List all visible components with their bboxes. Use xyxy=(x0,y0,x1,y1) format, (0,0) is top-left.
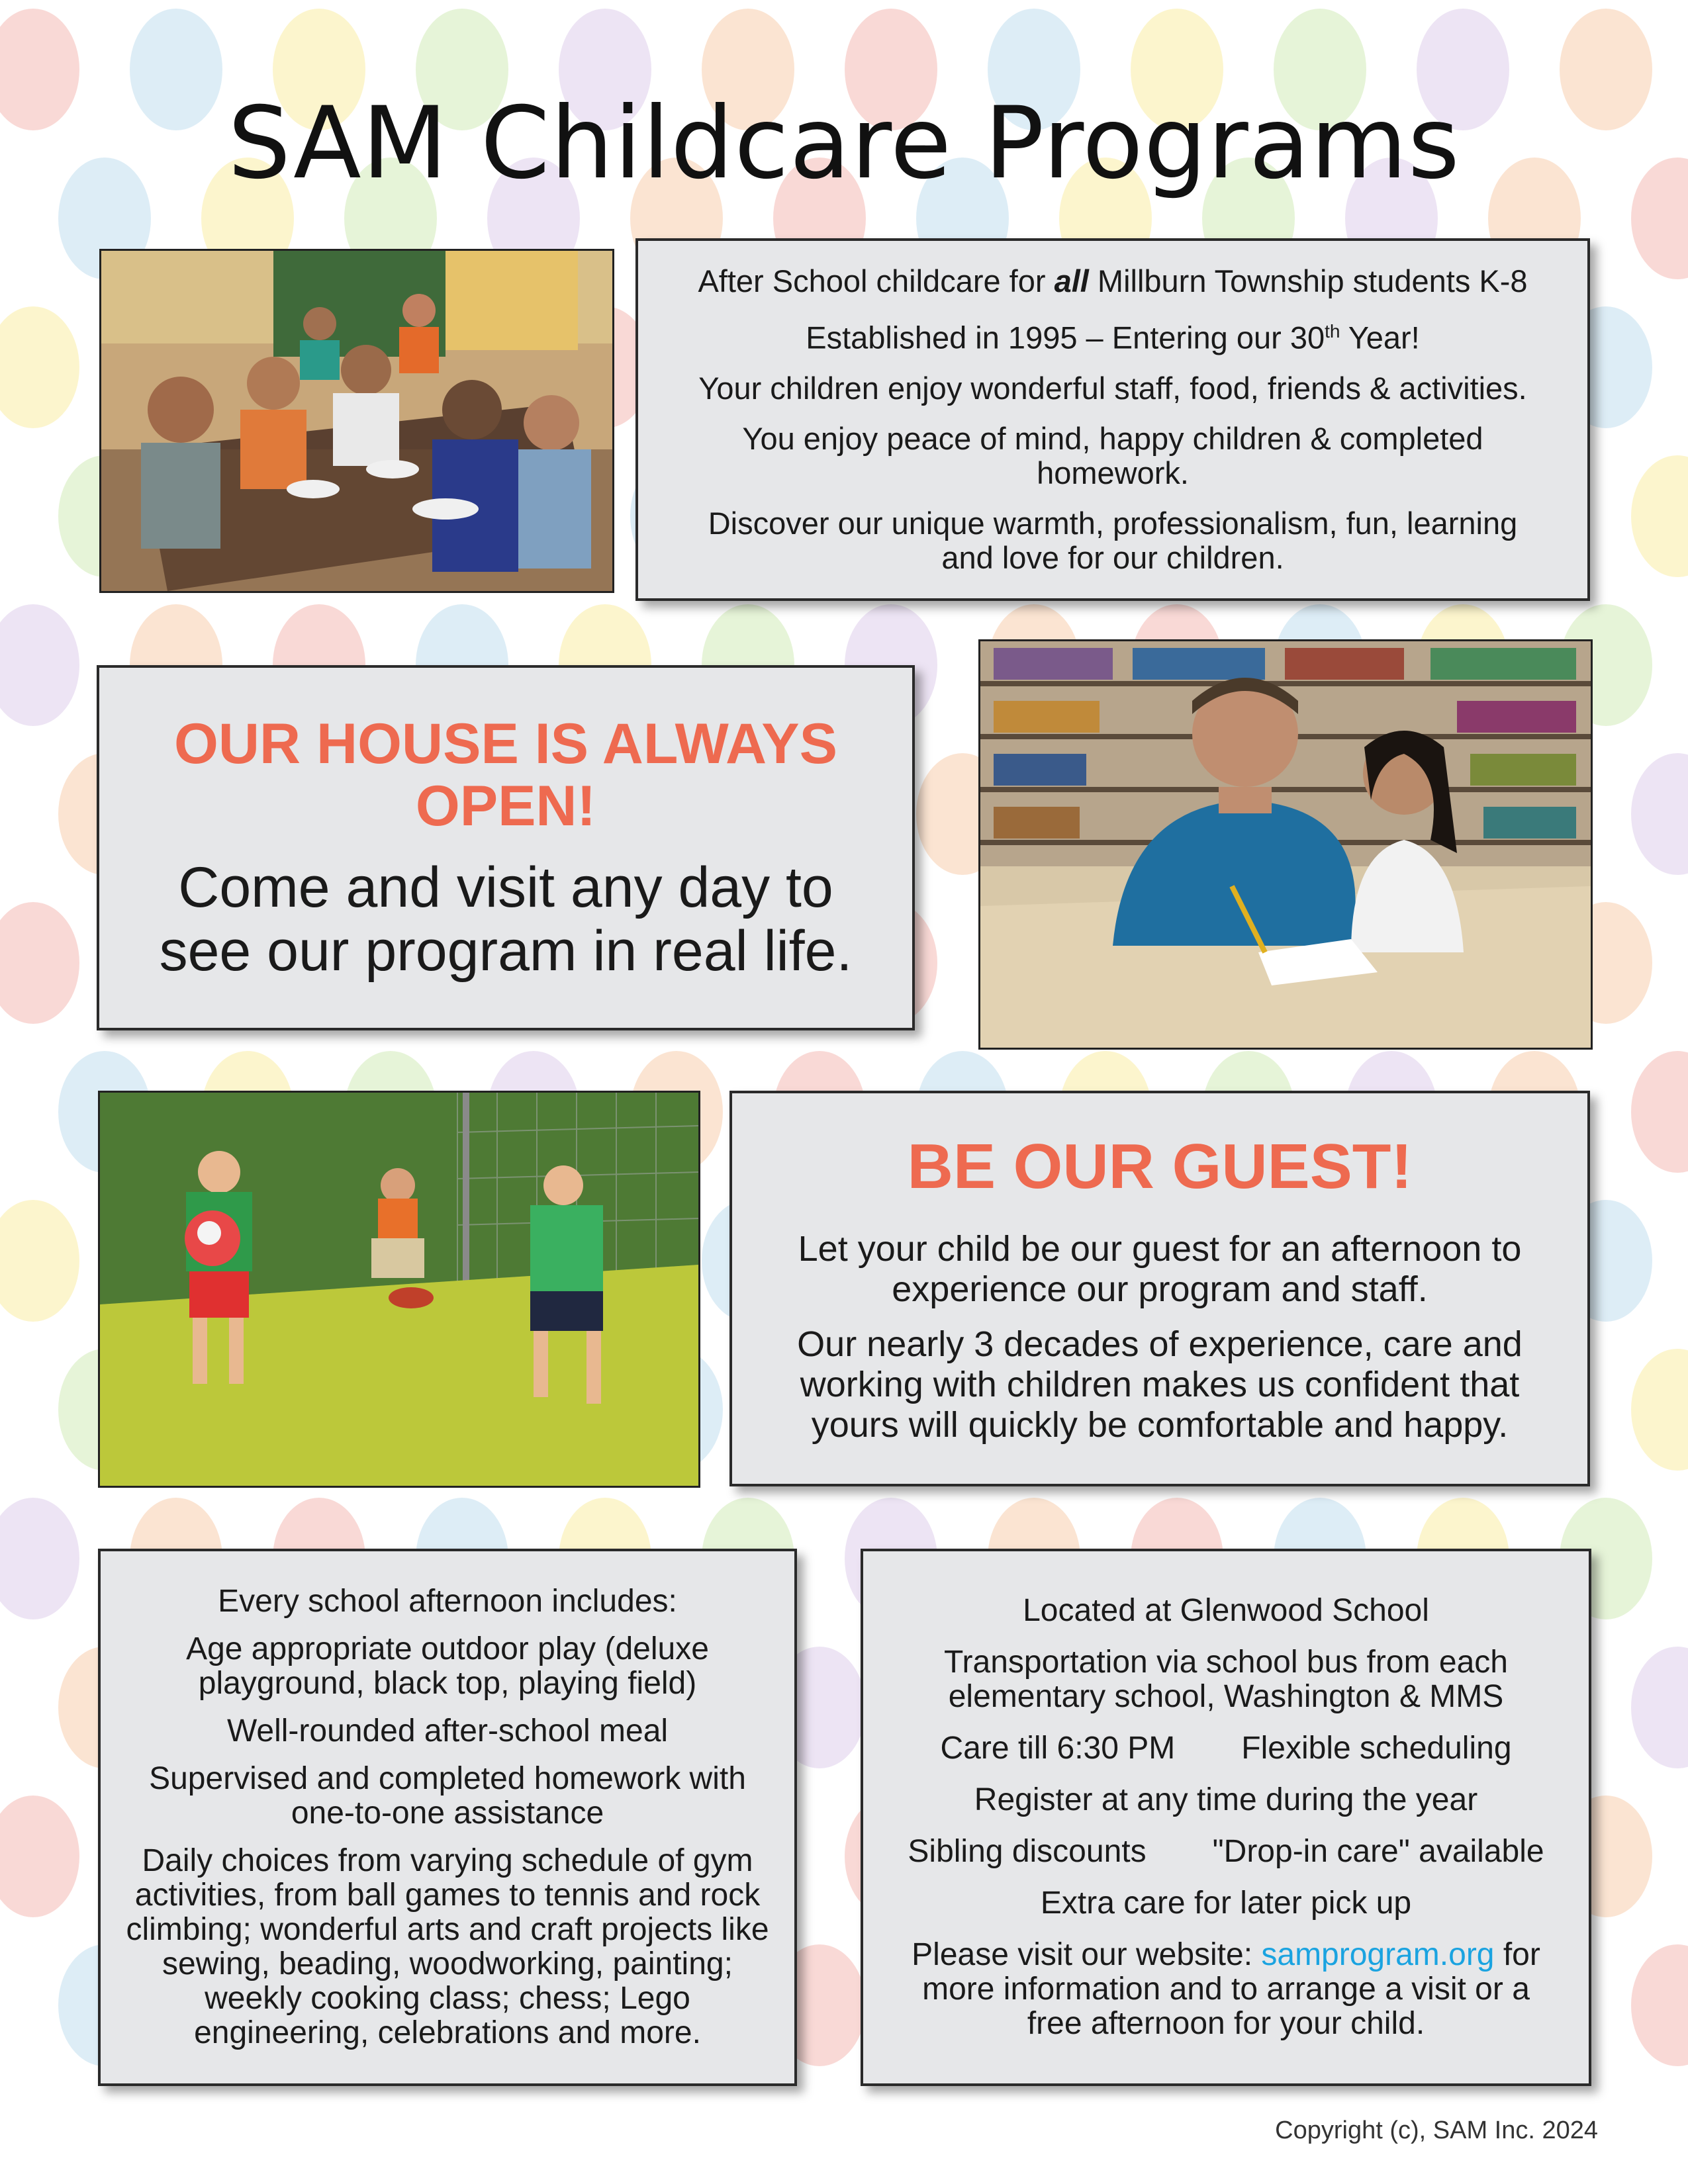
includes-item: Well-rounded after-school meal xyxy=(226,1713,669,1749)
guest-text-2: Our nearly 3 decades of experience, care and working with children makes us confident that yours will quickly be comfortable and happy. xyxy=(797,1324,1523,1445)
background-dot xyxy=(0,902,79,1024)
cafeteria-photo xyxy=(99,249,614,593)
sibling-discounts-text: Sibling discounts xyxy=(908,1834,1147,1869)
includes-box xyxy=(98,1549,797,2086)
background-dot xyxy=(0,306,79,428)
intro-box xyxy=(635,238,1590,601)
background-dot xyxy=(1631,1647,1688,1768)
library-tutoring-photo xyxy=(978,639,1593,1050)
guest-heading: BE OUR GUEST! xyxy=(907,1130,1413,1202)
program-info-box xyxy=(861,1549,1591,2086)
be-our-guest-box xyxy=(729,1091,1590,1486)
background-dot xyxy=(0,1796,79,1917)
includes-item: Age appropriate outdoor play (deluxe playground, black top, playing field) xyxy=(186,1631,709,1701)
extra-care-text: Extra care for later pick up xyxy=(1040,1886,1412,1921)
background-dot xyxy=(1631,1051,1688,1173)
includes-item: Supervised and completed homework with one-to-one assistance xyxy=(149,1761,746,1831)
background-dot xyxy=(1631,1944,1688,2066)
intro-line-1: After School childcare for all Millburn Township students K-8 xyxy=(698,263,1528,299)
open-house-text: Come and visit any day to see our program in real life. xyxy=(159,856,853,983)
copyright-text: Copyright (c), SAM Inc. 2024 xyxy=(1275,2116,1598,2144)
transport-text: Transportation via school bus from each elementary school, Washington & MMS xyxy=(944,1645,1508,1714)
background-dot xyxy=(1631,753,1688,875)
background-dot xyxy=(1631,1349,1688,1471)
includes-heading: Every school afternoon includes: xyxy=(218,1584,677,1619)
includes-item: Daily choices from varying schedule of gym activities, from ball games to tennis and rock climbing; wonderful arts and craft projects like sewing, beading, woodworking, painting; weekly cooking class; chess; Lego engineering, celebrations and more. xyxy=(126,1843,769,2050)
outdoor-play-photo xyxy=(98,1091,700,1488)
visit-text: Please visit our website: samprogram.org for more information and to arrange a visit or a free afternoon for your child. xyxy=(912,1937,1540,2041)
website-link[interactable]: samprogram.org xyxy=(1261,1937,1495,1972)
page-title: SAM Childcare Programs xyxy=(228,86,1460,201)
intro-line-2: Established in 1995 – Entering our 30th Year! xyxy=(806,320,1420,355)
intro-line-4: You enjoy peace of mind, happy children & completed homework. xyxy=(742,420,1483,490)
drop-in-care-text: "Drop-in care" available xyxy=(1212,1834,1544,1869)
background-dot xyxy=(0,1200,79,1322)
background-dot xyxy=(0,1498,79,1619)
open-house-box xyxy=(97,665,915,1030)
intro-line-5: Discover our unique warmth, professionalism, fun, learning and love for our children. xyxy=(708,505,1518,575)
register-text: Register at any time during the year xyxy=(974,1782,1478,1817)
background-dot xyxy=(0,604,79,726)
open-house-heading: OUR HOUSE IS ALWAYS OPEN! xyxy=(174,712,837,838)
intro-line-3: Your children enjoy wonderful staff, food, friends & activities. xyxy=(698,370,1527,406)
background-dot xyxy=(1631,455,1688,577)
flexible-scheduling-text: Flexible scheduling xyxy=(1241,1731,1512,1766)
guest-text-1: Let your child be our guest for an afternoon to experience our program and staff. xyxy=(798,1228,1522,1309)
location-text: Located at Glenwood School xyxy=(1023,1593,1429,1628)
care-till-text: Care till 6:30 PM xyxy=(940,1731,1176,1766)
